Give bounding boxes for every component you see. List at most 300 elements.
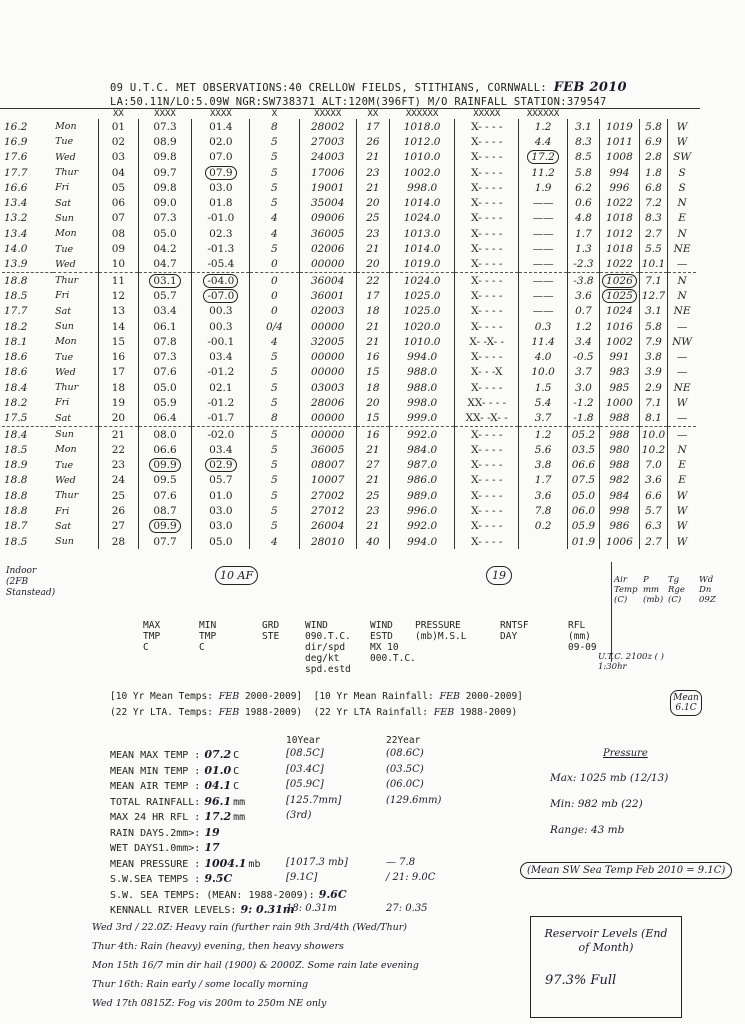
value-grd: 4	[271, 535, 278, 548]
cell-codes	[455, 211, 519, 226]
cell-day	[53, 319, 99, 334]
note-line: Thur 4th: Rain (heavy) evening, then heavy showers	[92, 941, 344, 952]
summary-label: WET DAYS1.0mm>:	[110, 843, 201, 854]
value-pres: 1025.0	[403, 289, 441, 302]
value-min: -01.2	[207, 366, 235, 379]
value-date: 26	[111, 505, 126, 518]
cell-codes	[455, 180, 519, 195]
cell-date	[99, 503, 138, 518]
value-codes: X- - - -	[471, 258, 503, 271]
cell-wind	[299, 180, 356, 195]
cell-max	[138, 334, 192, 349]
cell-grd	[250, 304, 299, 319]
cell-rain	[519, 426, 567, 442]
value-tg: 6.9	[645, 135, 662, 148]
table-row	[2, 442, 696, 457]
summary-row	[110, 810, 530, 826]
cell-day	[53, 458, 99, 473]
cell-windest	[356, 411, 389, 427]
value-sea: 4.8	[575, 212, 592, 225]
cell-codes	[455, 534, 519, 549]
value-min: -02.0	[207, 428, 235, 441]
value-max: 07.3	[153, 120, 177, 133]
cell-pres	[390, 241, 455, 256]
rain-days-count: 19	[486, 566, 512, 585]
cell-tg	[639, 411, 667, 427]
summary-10yr: [125.7mm]	[286, 794, 342, 806]
cell-dir	[668, 119, 696, 134]
cell-max	[138, 241, 192, 256]
cell-wind	[299, 503, 356, 518]
value-pmax: 985	[609, 381, 630, 394]
cell-wind	[299, 119, 356, 134]
table-row	[2, 134, 696, 149]
cell-left	[2, 211, 53, 226]
cell-sea	[567, 119, 599, 134]
value-max: 07.6	[153, 366, 177, 379]
value-windest: 20	[366, 396, 380, 409]
code-grd: X	[271, 108, 278, 119]
cell-max	[138, 150, 192, 165]
value-min: 00.3	[209, 320, 233, 333]
table-row	[2, 272, 696, 288]
value-day: Sun	[55, 212, 74, 224]
cell-pres	[390, 458, 455, 473]
value-dir: N	[677, 289, 687, 302]
cell-left	[2, 395, 53, 410]
value-pres: 988.0	[407, 366, 438, 379]
value-dir: W	[676, 505, 688, 518]
value-rain: 3.8	[534, 459, 552, 472]
cell-max	[138, 442, 192, 457]
value-grd: 5	[271, 243, 278, 256]
cell-windest	[356, 195, 389, 210]
cell-pmax	[600, 304, 640, 319]
value-sea: 3.1	[575, 120, 592, 133]
value-tg: 5.5	[645, 243, 662, 256]
value-day: Fri	[55, 505, 70, 517]
cell-dir	[668, 442, 696, 457]
cell-pmax	[600, 119, 640, 134]
legend-max: MAX TMP C	[143, 620, 161, 653]
value-sea: 3.0	[575, 381, 592, 394]
cell-date	[99, 380, 138, 395]
value-day: Sun	[55, 536, 74, 548]
value-day: Fri	[55, 397, 70, 409]
means-header-line-2: (22 Yr LTA. Temps: FEB 1988-2009) (22 Yr LTA Rainfall: FEB 1988-2009)	[110, 707, 518, 718]
cell-dir	[668, 519, 696, 534]
cell-pres	[390, 365, 455, 380]
value-dir: E	[678, 212, 686, 225]
cell-grd	[250, 334, 299, 349]
value-min: -00.1	[207, 335, 235, 348]
value-pres: 986.0	[407, 474, 438, 487]
cell-pres	[390, 150, 455, 165]
cell-left	[2, 473, 53, 488]
cell-pmax	[600, 211, 640, 226]
cell-tg	[639, 119, 667, 134]
value-left: 13.9	[4, 258, 28, 271]
value-dir: W	[676, 135, 688, 148]
value-date: 20	[111, 412, 126, 425]
value-date: 17	[111, 366, 126, 379]
value-min: 01.0	[209, 489, 233, 502]
cell-pmax	[600, 180, 640, 195]
value-max: 03.1	[149, 274, 180, 288]
summary-value: 9.6C	[318, 887, 347, 901]
cell-rain	[519, 519, 567, 534]
value-dir: W	[676, 489, 688, 502]
value-min: 01.8	[209, 197, 233, 210]
cell-pmax	[600, 241, 640, 256]
summary-label: KENNALL RIVER LEVELS:	[110, 905, 237, 916]
value-min: -01.7	[207, 412, 235, 425]
cell-dir	[668, 365, 696, 380]
cell-max	[138, 349, 192, 364]
value-wind: 00000	[311, 351, 345, 364]
cell-rain	[519, 458, 567, 473]
reservoir-box	[530, 916, 682, 1018]
cell-windest	[356, 241, 389, 256]
summary-value: 17.2	[204, 810, 232, 823]
table-row	[2, 257, 696, 273]
value-wind: 26004	[311, 520, 345, 533]
value-rain: 0.3	[534, 320, 552, 333]
value-codes: X- - - -	[471, 535, 503, 548]
value-left: 17.7	[4, 305, 28, 318]
cell-date	[99, 319, 138, 334]
cell-tg	[639, 241, 667, 256]
value-pmax: 1024	[606, 305, 633, 318]
code-weather: XXXXX	[473, 108, 501, 119]
cell-max	[138, 519, 192, 534]
cell-grd	[250, 380, 299, 395]
value-grd: 0	[271, 258, 278, 271]
value-rain: ——	[532, 227, 554, 240]
value-grd: 5	[271, 428, 278, 441]
cell-dir	[668, 304, 696, 319]
code-pressure: XXXXXX	[405, 108, 439, 119]
cell-grd	[250, 165, 299, 180]
pressure-title: Pressure	[603, 748, 648, 759]
cell-windest	[356, 380, 389, 395]
cell-wind	[299, 519, 356, 534]
cell-min	[192, 426, 250, 442]
value-sea: 06.6	[571, 459, 596, 472]
cell-pres	[390, 395, 455, 410]
value-grd: 5	[271, 181, 278, 194]
cell-codes	[455, 272, 519, 288]
cell-tg	[639, 150, 667, 165]
value-wind: 00000	[311, 428, 345, 441]
cell-date	[99, 411, 138, 427]
cell-day	[53, 519, 99, 534]
cell-pmax	[600, 519, 640, 534]
cell-day	[53, 241, 99, 256]
cell-dir	[668, 349, 696, 364]
cell-date	[99, 519, 138, 534]
value-rain: 1.2	[534, 428, 552, 441]
value-max: 04.7	[153, 258, 177, 271]
value-max: 09.5	[153, 474, 177, 487]
cell-min	[192, 534, 250, 549]
cell-grd	[250, 488, 299, 503]
cell-max	[138, 426, 192, 442]
value-day: Sat	[55, 305, 72, 317]
col-10yr: 10Year	[286, 735, 321, 746]
cell-max	[138, 411, 192, 427]
table-row	[2, 119, 696, 134]
cell-codes	[455, 442, 519, 457]
value-left: 17.7	[4, 166, 28, 179]
cell-pmax	[600, 226, 640, 241]
summary-value: 9: 0.31m	[240, 903, 295, 916]
cell-grd	[250, 241, 299, 256]
value-date: 23	[111, 459, 126, 472]
value-wind: 28002	[311, 120, 345, 133]
value-sea: 01.9	[571, 535, 596, 548]
value-dir: —	[676, 320, 688, 333]
cell-date	[99, 150, 138, 165]
cell-grd	[250, 119, 299, 134]
value-sea: 8.3	[575, 135, 592, 148]
cell-pmax	[600, 395, 640, 410]
cell-wind	[299, 226, 356, 241]
cell-date	[99, 119, 138, 134]
cell-pmax	[600, 488, 640, 503]
cell-day	[53, 257, 99, 273]
cell-day	[53, 473, 99, 488]
table-row	[2, 334, 696, 349]
cell-date	[99, 180, 138, 195]
cell-left	[2, 334, 53, 349]
cell-min	[192, 349, 250, 364]
value-dir: —	[676, 428, 688, 441]
value-wind: 36005	[311, 227, 345, 240]
value-wind: 17006	[311, 166, 345, 179]
summary-row	[110, 795, 530, 811]
cell-dir	[668, 503, 696, 518]
cell-grd	[250, 349, 299, 364]
value-dir: NE	[673, 381, 691, 394]
cell-windest	[356, 165, 389, 180]
value-day: Sun	[55, 429, 74, 441]
cell-day	[53, 503, 99, 518]
cell-windest	[356, 488, 389, 503]
cell-rain	[519, 195, 567, 210]
value-tg: 7.0	[645, 459, 662, 472]
value-pmax: 1022	[606, 258, 633, 271]
value-rain: 10.0	[531, 366, 555, 379]
cell-day	[53, 226, 99, 241]
cell-rain	[519, 365, 567, 380]
cell-pmax	[600, 442, 640, 457]
table-row	[2, 395, 696, 410]
value-tg: 3.1	[645, 305, 662, 318]
cell-grd	[250, 458, 299, 473]
cell-dir	[668, 241, 696, 256]
cell-min	[192, 458, 250, 473]
cell-pres	[390, 288, 455, 303]
cell-rain	[519, 165, 567, 180]
value-sea: 05.0	[571, 489, 596, 502]
note-line: Wed 3rd / 22.0Z: Heavy rain (further rain 9th 3rd/4th (Wed/Thur)	[92, 922, 407, 933]
notes-block	[92, 918, 522, 1013]
value-left: 13.4	[4, 227, 28, 240]
value-grd: 5	[271, 135, 278, 148]
cell-windest	[356, 334, 389, 349]
value-dir: S	[678, 166, 686, 179]
table-row	[2, 288, 696, 303]
cell-wind	[299, 319, 356, 334]
value-wind: 02003	[311, 305, 345, 318]
pressure-max: Max: 1025 mb (12/13)	[550, 772, 669, 784]
summary-label: MEAN AIR TEMP :	[110, 781, 201, 792]
value-max: 09.8	[153, 181, 177, 194]
code-max: XXXX	[154, 108, 176, 119]
value-tg: 6.6	[645, 489, 662, 502]
value-grd: 8	[271, 120, 278, 133]
value-pmax: 1006	[606, 535, 633, 548]
cell-wind	[299, 257, 356, 273]
cell-codes	[455, 119, 519, 134]
cell-day	[53, 442, 99, 457]
cell-windest	[356, 349, 389, 364]
table-row	[2, 534, 696, 549]
value-min: 05.7	[209, 474, 233, 487]
cell-max	[138, 211, 192, 226]
cell-left	[2, 288, 53, 303]
cell-date	[99, 365, 138, 380]
value-sea: 0.6	[575, 197, 592, 210]
value-max: 09.9	[149, 458, 180, 472]
value-tg: 8.1	[645, 412, 662, 425]
cell-pmax	[600, 534, 640, 549]
value-tg: 7.2	[645, 197, 662, 210]
mean-badge: Mean 6.1C	[670, 690, 702, 716]
value-left: 18.8	[4, 505, 28, 518]
code-rain: XXXXXX	[526, 108, 560, 119]
cell-codes	[455, 473, 519, 488]
value-max: 07.8	[153, 335, 177, 348]
value-pmax: 1019	[606, 120, 633, 133]
value-wind: 09006	[311, 212, 345, 225]
cell-pres	[390, 442, 455, 457]
value-min: -01.2	[207, 396, 235, 409]
value-windest: 16	[366, 428, 380, 441]
value-dir: NE	[673, 243, 691, 256]
value-sea: -3.8	[573, 274, 594, 287]
cell-min	[192, 334, 250, 349]
cell-min	[192, 257, 250, 273]
cell-codes	[455, 304, 519, 319]
summary-label: MEAN PRESSURE :	[110, 858, 201, 870]
note-line: Mon 15th 16/7 min dir hail (1900) & 2000Z. Some rain late evening	[92, 960, 419, 971]
cell-sea	[567, 473, 599, 488]
value-windest: 25	[366, 212, 380, 225]
cell-min	[192, 365, 250, 380]
summary-22yr: 27: 0.35	[386, 903, 428, 914]
value-date: 05	[111, 181, 126, 194]
summary-value: 17	[204, 841, 220, 854]
cell-left	[2, 226, 53, 241]
cell-wind	[299, 334, 356, 349]
table-row	[2, 211, 696, 226]
value-wind: 28006	[311, 396, 345, 409]
value-windest: 20	[366, 197, 380, 210]
cell-dir	[668, 411, 696, 427]
summary-row	[110, 779, 530, 795]
summary-unit: C	[233, 765, 240, 777]
cell-rain	[519, 380, 567, 395]
value-left: 18.2	[4, 320, 28, 333]
value-date: 13	[111, 305, 126, 318]
cell-rain	[519, 288, 567, 303]
value-date: 27	[111, 520, 126, 533]
value-sea: 1.3	[575, 243, 592, 256]
value-codes: X- - - -	[471, 381, 503, 394]
value-windest: 26	[366, 135, 380, 148]
summary-row	[110, 748, 530, 764]
cell-day	[53, 134, 99, 149]
cell-rain	[519, 241, 567, 256]
cell-left	[2, 349, 53, 364]
value-windest: 25	[366, 489, 380, 502]
value-date: 06	[111, 197, 126, 210]
cell-rain	[519, 473, 567, 488]
value-grd: 5	[271, 197, 278, 210]
value-dir: W	[676, 120, 688, 133]
value-rain: 17.2	[527, 150, 558, 164]
cell-wind	[299, 380, 356, 395]
value-pmax: 1025	[602, 289, 637, 303]
legend-min: MIN TMP C	[199, 620, 217, 653]
value-windest: 17	[366, 120, 380, 133]
cell-sea	[567, 272, 599, 288]
cell-sea	[567, 134, 599, 149]
value-pres: 1025.0	[403, 305, 441, 318]
cell-pres	[390, 334, 455, 349]
value-date: 11	[111, 274, 126, 287]
value-max: 08.7	[153, 505, 177, 518]
value-pmax: 1018	[606, 212, 633, 225]
summary-10yr: [05.9C]	[286, 779, 324, 790]
value-windest: 18	[366, 381, 380, 394]
note-line: Wed 17th 0815Z: Fog vis 200m to 250m NE only	[92, 998, 327, 1009]
cell-min	[192, 195, 250, 210]
cell-windest	[356, 226, 389, 241]
cell-date	[99, 272, 138, 288]
value-left: 18.5	[4, 289, 28, 302]
value-date: 04	[111, 166, 126, 179]
observations-table	[2, 108, 696, 549]
value-pres: 994.0	[407, 535, 438, 548]
cell-left	[2, 458, 53, 473]
cell-min	[192, 119, 250, 134]
cell-min	[192, 226, 250, 241]
cell-wind	[299, 534, 356, 549]
value-left: 18.4	[4, 381, 28, 394]
cell-left	[2, 365, 53, 380]
cell-dir	[668, 458, 696, 473]
cell-left	[2, 272, 53, 288]
cell-codes	[455, 165, 519, 180]
value-wind: 36004	[311, 274, 345, 287]
cell-wind	[299, 395, 356, 410]
value-codes: X- - - -	[471, 289, 503, 302]
value-sea: 0.7	[575, 305, 592, 318]
cell-date	[99, 195, 138, 210]
